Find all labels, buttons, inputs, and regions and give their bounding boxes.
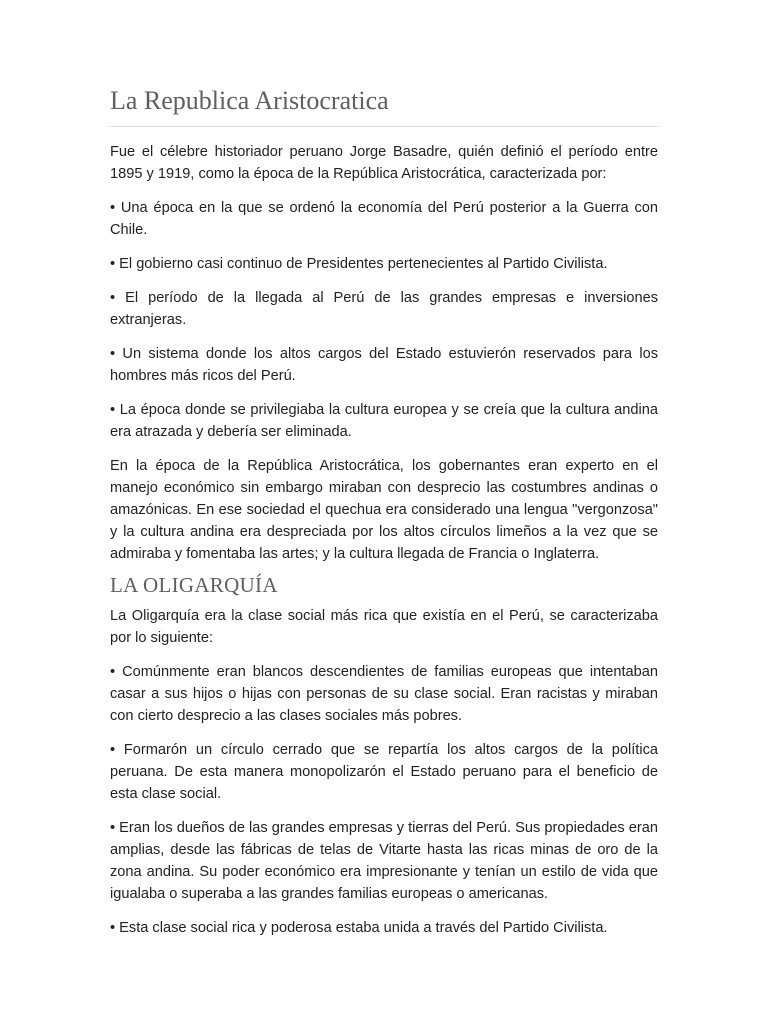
bullet-item: • Eran los dueños de las grandes empresas y tierras del Perú. Sus propiedades eran amplias, desde las fábricas de telas de Vitarte hasta las ricas minas de oro de la zona andina. Su poder económico era impresionante y tenían un estilo de vida que igualaba o superaba a las grandes familias europeas o americanas. (110, 820, 658, 902)
bullet-item: • Una época en la que se ordenó la economía del Perú posterior a la Guerra con Chile. (110, 200, 658, 238)
bullet-item: • Esta clase social rica y poderosa estaba unida a través del Partido Civilista. (110, 920, 608, 936)
bullet-item: • La época donde se privilegiaba la cultura europea y se creía que la cultura andina era atrazada y debería ser eliminada. (110, 402, 658, 440)
oligarquia-intro-paragraph: La Oligarquía era la clase social más rica que existía en el Perú, se caracterizaba por lo siguiente: (110, 608, 658, 646)
section-heading-oligarquia: LA OLIGARQUÍA (110, 573, 278, 597)
bullet-item: • Un sistema donde los altos cargos del Estado estuvierón reservados para los hombres más ricos del Perú. (110, 346, 658, 384)
closing-paragraph: En la época de la República Aristocrática, los gobernantes eran experto en el manejo económico sin embargo miraban con desprecio las costumbres andinas o amazónicas. En ese sociedad el quechua era considerado una lengua "vergonzosa" y la cultura andina era despreciada por los altos círculos limeños a la vez que se admiraba y fomentaba las artes; y la cultura llegada de Francia o Inglaterra. (110, 458, 658, 562)
bullet-item: • El gobierno casi continuo de Presidentes pertenecientes al Partido Civilista. (110, 256, 608, 272)
intro-paragraph: Fue el célebre historiador peruano Jorge Basadre, quién definió el período entre 1895 y 1919, como la época de la República Aristocrática, caracterizada por: (110, 144, 658, 182)
bullet-item: • El período de la llegada al Perú de las grandes empresas e inversiones extranjeras. (110, 290, 658, 328)
page-title: La Republica Aristocratica (110, 80, 658, 127)
document-page (110, 80, 658, 951)
bullet-item: • Comúnmente eran blancos descendientes de familias europeas que intentaban casar a sus hijos o hijas con personas de su clase social. Eran racistas y miraban con cierto desprecio a las clases sociales más pobres. (110, 664, 658, 724)
bullet-item: • Formarón un círculo cerrado que se repartía los altos cargos de la política peruana. De esta manera monopolizarón el Estado peruano para el beneficio de esta clase social. (110, 742, 658, 802)
